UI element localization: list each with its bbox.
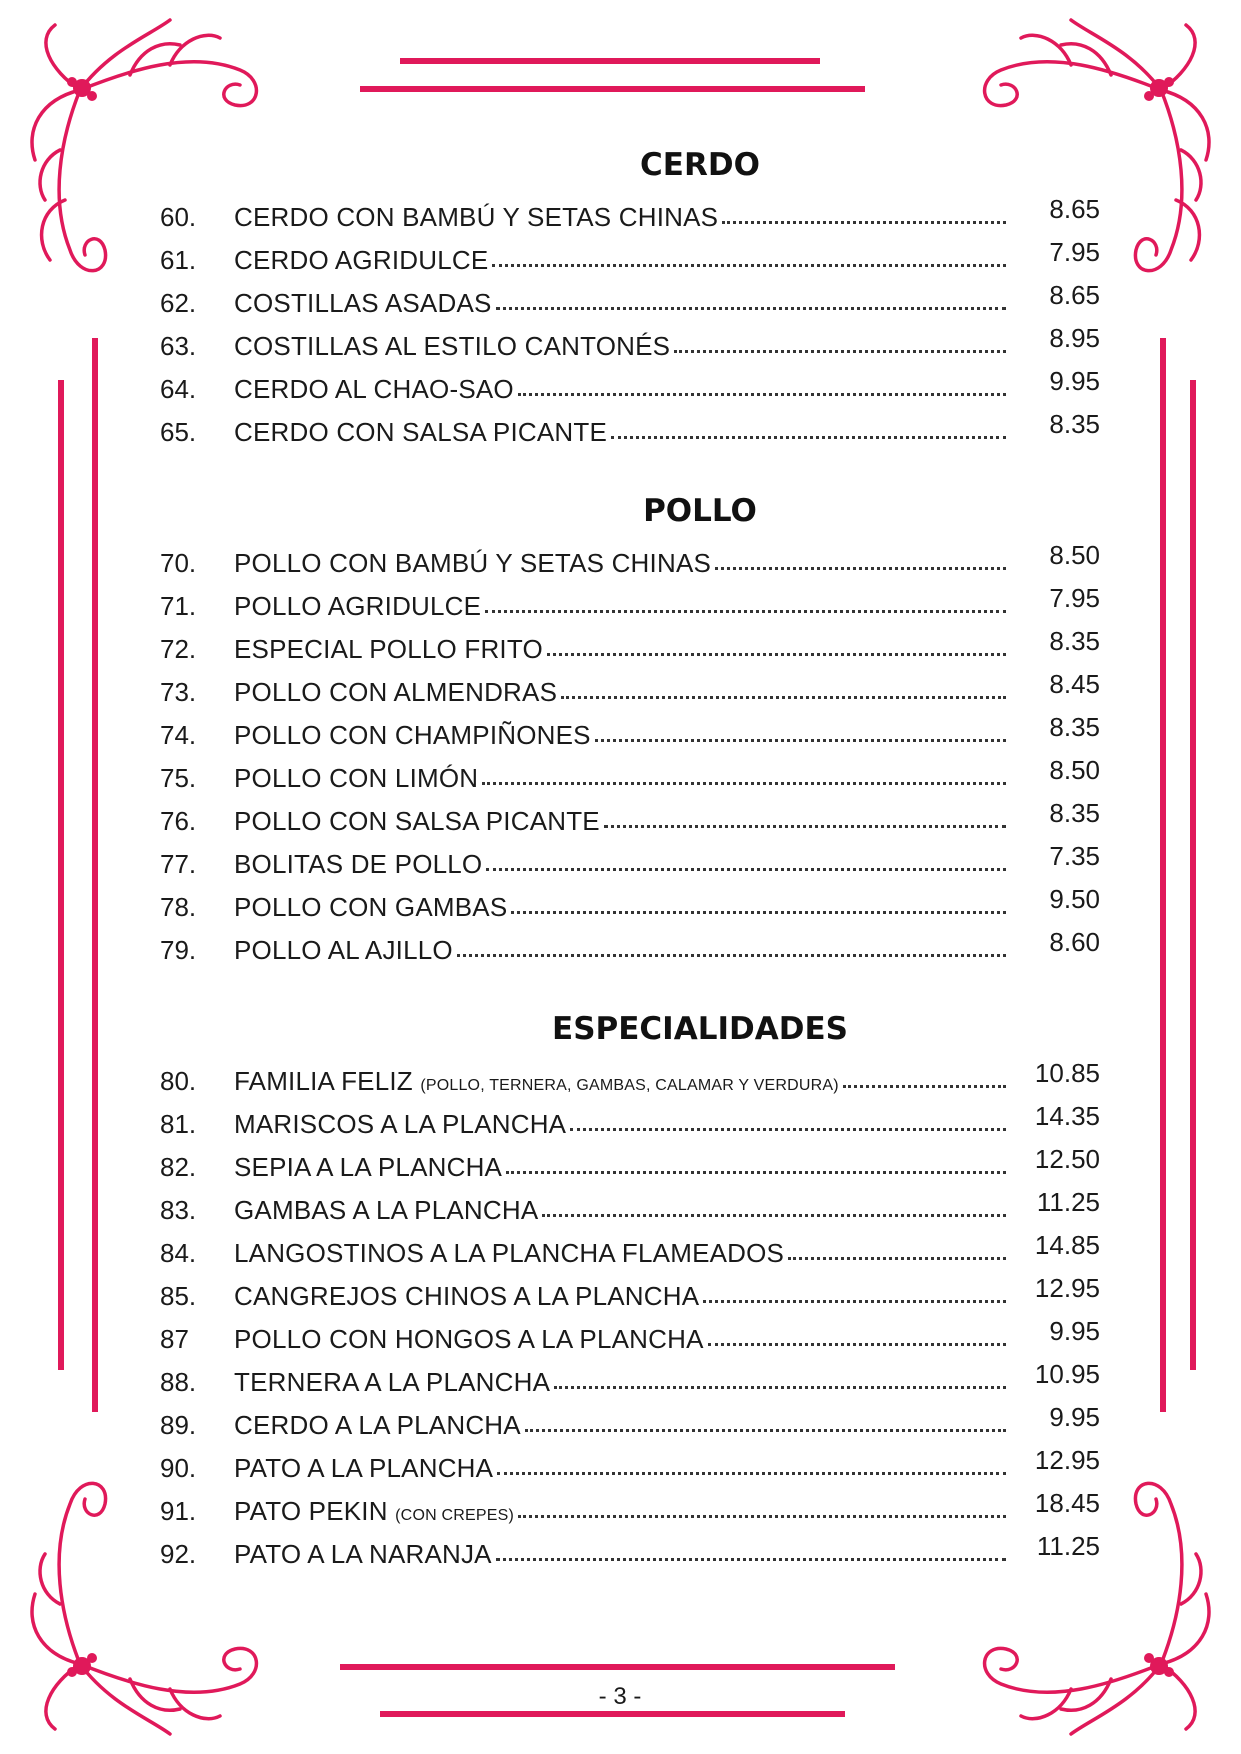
menu-item <box>160 1441 1100 1484</box>
item-price: 18.45 <box>1034 1488 1100 1518</box>
item-price: 8.60 <box>1049 927 1100 957</box>
menu-item <box>160 1269 1100 1312</box>
section-title-especialidades: ESPECIALIDADES <box>552 1011 848 1047</box>
right-bar-outer <box>1190 380 1196 1370</box>
item-number: 62. <box>160 288 197 318</box>
menu-item <box>160 794 1100 837</box>
item-name: COSTILLAS ASADAS <box>234 288 492 318</box>
dot-leader <box>843 1085 1006 1088</box>
menu-item <box>160 1527 1100 1570</box>
menu-item <box>160 276 1100 319</box>
left-bar-inner <box>92 338 98 1412</box>
dot-leader <box>496 307 1006 310</box>
menu-content <box>160 140 1100 1570</box>
menu-item <box>160 1355 1100 1398</box>
item-number: 82. <box>160 1152 197 1182</box>
dot-leader <box>570 1128 1006 1131</box>
item-number: 63. <box>160 331 197 361</box>
dot-leader <box>518 393 1006 396</box>
item-name: LANGOSTINOS A LA PLANCHA FLAMEADOS <box>234 1238 785 1268</box>
item-number: 73. <box>160 677 197 707</box>
dot-leader <box>486 868 1006 871</box>
menu-item <box>160 1398 1100 1441</box>
dot-leader <box>788 1257 1006 1260</box>
item-number: 70. <box>160 548 197 578</box>
item-number: 85. <box>160 1281 197 1311</box>
item-price: 8.45 <box>1049 669 1100 699</box>
item-name: CERDO CON SALSA PICANTE <box>234 417 608 447</box>
right-bar-inner <box>1160 338 1166 1412</box>
item-price: 14.85 <box>1034 1230 1100 1260</box>
dot-leader <box>604 825 1006 828</box>
menu-item <box>160 362 1100 405</box>
dot-leader <box>492 264 1006 267</box>
item-price: 7.95 <box>1049 237 1100 267</box>
item-name: POLLO CON CHAMPIÑONES <box>234 720 591 750</box>
section-cerdo <box>160 190 1100 448</box>
dot-leader <box>497 1472 1006 1475</box>
item-price: 12.50 <box>1034 1144 1100 1174</box>
item-price: 11.25 <box>1036 1531 1100 1561</box>
menu-item <box>160 536 1100 579</box>
item-number: 60. <box>160 202 197 232</box>
section-title-cerdo: CERDO <box>640 147 760 183</box>
item-name: MARISCOS A LA PLANCHA <box>234 1109 567 1139</box>
item-number: 78. <box>160 892 197 922</box>
item-price: 8.35 <box>1049 409 1100 439</box>
item-note: (POLLO, TERNERA, GAMBAS, CALAMAR Y VERDURA) <box>420 1077 839 1094</box>
item-number: 83. <box>160 1195 197 1225</box>
top-bar-lower <box>360 86 865 92</box>
item-price: 11.25 <box>1036 1187 1100 1217</box>
menu-item <box>160 837 1100 880</box>
item-name: CANGREJOS CHINOS A LA PLANCHA <box>234 1281 700 1311</box>
item-name: BOLITAS DE POLLO <box>234 849 483 879</box>
item-price: 9.50 <box>1049 884 1100 914</box>
bottom-bar-upper <box>340 1664 895 1670</box>
dot-leader <box>518 1515 1006 1518</box>
item-number: 64. <box>160 374 197 404</box>
item-name: CERDO AL CHAO-SAO <box>234 374 514 404</box>
item-name: CERDO CON BAMBÚ Y SETAS CHINAS <box>234 202 719 232</box>
dot-leader <box>674 350 1006 353</box>
dot-leader <box>496 1558 1006 1561</box>
item-number: 84. <box>160 1238 197 1268</box>
item-price: 8.50 <box>1049 540 1100 570</box>
item-number: 61. <box>160 245 197 275</box>
item-number: 91. <box>160 1496 197 1526</box>
dot-leader <box>715 567 1006 570</box>
item-price: 8.35 <box>1049 798 1100 828</box>
item-price: 8.65 <box>1049 280 1100 310</box>
menu-item <box>160 405 1100 448</box>
dot-leader <box>547 653 1006 656</box>
item-number: 65. <box>160 417 197 447</box>
menu-item <box>160 1183 1100 1226</box>
item-name: ESPECIAL POLLO FRITO <box>234 634 543 664</box>
item-name: TERNERA A LA PLANCHA <box>234 1367 551 1397</box>
item-name: POLLO AL AJILLO <box>234 935 453 965</box>
item-price: 8.35 <box>1049 626 1100 656</box>
item-name: PATO A LA PLANCHA <box>234 1453 494 1483</box>
item-name-text: PATO PEKIN <box>234 1496 388 1526</box>
dot-leader <box>485 610 1006 613</box>
menu-item <box>160 880 1100 923</box>
item-number: 87 <box>160 1324 189 1354</box>
menu-item <box>160 923 1100 966</box>
dot-leader <box>703 1300 1006 1303</box>
dot-leader <box>506 1171 1006 1174</box>
item-name: POLLO CON ALMENDRAS <box>234 677 558 707</box>
menu-item <box>160 319 1100 362</box>
item-name: POLLO CON BAMBÚ Y SETAS CHINAS <box>234 548 712 578</box>
item-number: 79. <box>160 935 197 965</box>
item-price: 10.85 <box>1034 1058 1100 1088</box>
dot-leader <box>595 739 1006 742</box>
left-bar-outer <box>58 380 64 1370</box>
menu-item <box>160 665 1100 708</box>
menu-item <box>160 1312 1100 1355</box>
item-number: 92. <box>160 1539 197 1569</box>
item-name: POLLO CON HONGOS A LA PLANCHA <box>234 1324 704 1354</box>
item-number: 80. <box>160 1066 197 1096</box>
item-name: CERDO AGRIDULCE <box>234 245 489 275</box>
item-name: POLLO AGRIDULCE <box>234 591 482 621</box>
menu-item <box>160 1140 1100 1183</box>
item-name: CERDO A LA PLANCHA <box>234 1410 521 1440</box>
item-number: 77. <box>160 849 197 879</box>
item-price: 8.50 <box>1049 755 1100 785</box>
item-name <box>234 1066 839 1097</box>
dot-leader <box>525 1429 1006 1432</box>
item-name: POLLO CON SALSA PICANTE <box>234 806 600 836</box>
menu-item <box>160 233 1100 276</box>
item-price: 9.95 <box>1049 1316 1100 1346</box>
item-number: 76. <box>160 806 197 836</box>
item-name-text: FAMILIA FELIZ <box>234 1066 413 1096</box>
menu-item <box>160 622 1100 665</box>
item-number: 71. <box>160 591 197 621</box>
item-price: 12.95 <box>1034 1445 1100 1475</box>
bottom-bar-lower <box>380 1711 845 1717</box>
dot-leader <box>611 436 1006 439</box>
item-name <box>234 1496 514 1527</box>
item-price: 9.95 <box>1049 1402 1100 1432</box>
menu-item <box>160 751 1100 794</box>
top-bar-upper <box>400 58 820 64</box>
item-name: POLLO CON LIMÓN <box>234 763 479 793</box>
item-number: 72. <box>160 634 197 664</box>
item-number: 88. <box>160 1367 197 1397</box>
item-price: 8.35 <box>1049 712 1100 742</box>
dot-leader <box>722 221 1006 224</box>
dot-leader <box>457 954 1006 957</box>
item-price: 7.95 <box>1049 583 1100 613</box>
dot-leader <box>554 1386 1006 1389</box>
section-title-pollo: POLLO <box>643 493 757 529</box>
item-price: 8.65 <box>1049 194 1100 224</box>
item-number: 89. <box>160 1410 197 1440</box>
item-price: 9.95 <box>1049 366 1100 396</box>
dot-leader <box>561 696 1006 699</box>
item-number: 81. <box>160 1109 197 1139</box>
menu-item <box>160 1226 1100 1269</box>
item-price: 10.95 <box>1034 1359 1100 1389</box>
item-price: 7.35 <box>1049 841 1100 871</box>
dot-leader <box>482 782 1006 785</box>
item-number: 74. <box>160 720 197 750</box>
item-name: COSTILLAS AL ESTILO CANTONÉS <box>234 331 671 361</box>
page-number: - 3 - <box>598 1683 642 1710</box>
item-name: PATO A LA NARANJA <box>234 1539 492 1569</box>
dot-leader <box>511 911 1006 914</box>
menu-item <box>160 579 1100 622</box>
item-note: (CON CREPES) <box>395 1507 515 1524</box>
menu-item <box>160 190 1100 233</box>
menu-item <box>160 708 1100 751</box>
item-price: 14.35 <box>1034 1101 1100 1131</box>
item-number: 75. <box>160 763 197 793</box>
menu-item <box>160 1484 1100 1527</box>
item-number: 90. <box>160 1453 197 1483</box>
item-name: SEPIA A LA PLANCHA <box>234 1152 503 1182</box>
dot-leader <box>708 1343 1006 1346</box>
item-name: POLLO CON GAMBAS <box>234 892 508 922</box>
dot-leader <box>542 1214 1006 1217</box>
item-price: 8.95 <box>1049 323 1100 353</box>
item-price: 12.95 <box>1034 1273 1100 1303</box>
section-pollo <box>160 536 1100 966</box>
item-name: GAMBAS A LA PLANCHA <box>234 1195 539 1225</box>
section-especialidades <box>160 1054 1100 1570</box>
menu-item <box>160 1097 1100 1140</box>
menu-item <box>160 1054 1100 1097</box>
